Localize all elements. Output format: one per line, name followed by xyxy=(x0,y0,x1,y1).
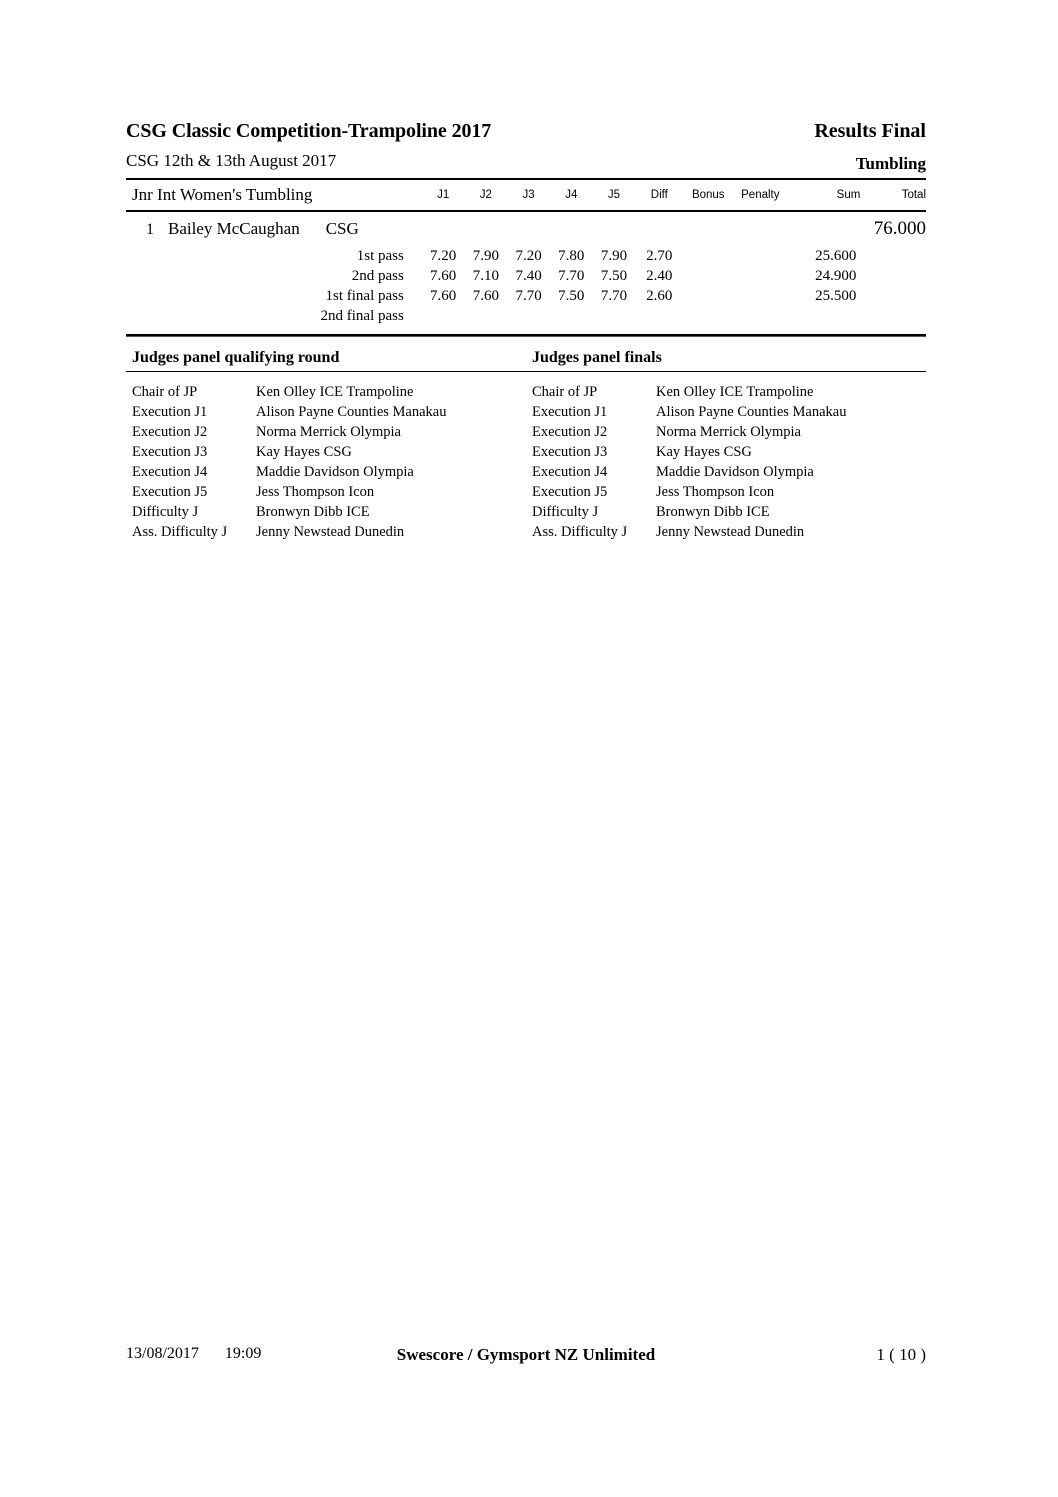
athlete-empty-cell xyxy=(635,212,683,245)
pass-row xyxy=(126,265,926,285)
pass-score-penalty xyxy=(733,285,787,305)
column-header-sum: Sum xyxy=(836,189,861,201)
judge-role: Difficulty J xyxy=(132,503,199,520)
pass-score-j4: 7.50 xyxy=(558,288,585,304)
pass-score-bonus xyxy=(683,245,733,265)
pass-score-diff: 2.70 xyxy=(646,248,673,264)
judge-role: Execution J3 xyxy=(132,443,208,460)
judge-row xyxy=(526,382,926,402)
footer-date: 13/08/2017 xyxy=(126,1345,199,1362)
pass-label: 2nd final pass xyxy=(320,308,404,324)
judge-name: Jenny Newstead Dunedin xyxy=(256,523,405,540)
judge-name: Kay Hayes CSG xyxy=(656,443,752,460)
pass-row xyxy=(126,245,926,265)
pass-score-penalty xyxy=(733,245,787,265)
judge-name: Ken Olley ICE Trampoline xyxy=(656,383,814,400)
pass-score-j5: 7.90 xyxy=(600,248,628,264)
pass-score-j3: 7.20 xyxy=(515,248,542,264)
pass-score-bonus xyxy=(683,285,733,305)
athlete-empty-cell xyxy=(507,212,550,245)
column-header-penalty: Penalty xyxy=(741,189,780,201)
pass-score-diff xyxy=(635,305,683,325)
athlete-row xyxy=(126,212,926,245)
pass-score-j2: 7.60 xyxy=(472,288,499,304)
judge-name: Kay Hayes CSG xyxy=(256,443,352,460)
column-header-j2: J2 xyxy=(479,189,492,201)
judge-role: Ass. Difficulty J xyxy=(532,523,628,540)
judges-panel-qualifying xyxy=(126,349,526,371)
pass-score-j1: 7.60 xyxy=(430,288,457,304)
judges-panels xyxy=(126,349,926,542)
athlete-club: CSG xyxy=(325,218,359,238)
footer-software: Swescore / Gymsport NZ Unlimited xyxy=(396,1345,656,1364)
pass-score-j3: 7.40 xyxy=(515,268,542,284)
judge-row xyxy=(526,402,926,422)
judge-role: Chair of JP xyxy=(132,383,198,400)
category-title: Jnr Int Women's Tumbling xyxy=(132,185,313,204)
pass-score-diff: 2.60 xyxy=(646,288,673,304)
athlete-empty-cell xyxy=(787,212,860,245)
pass-label: 1st pass xyxy=(356,248,404,264)
judge-name: Maddie Davidson Olympia xyxy=(656,463,814,480)
judges-panel-qualifying-title: Judges panel qualifying round xyxy=(132,349,340,366)
category-header-row xyxy=(126,180,926,210)
pass-total-cell xyxy=(860,285,926,305)
pass-score-j3: 7.70 xyxy=(515,288,542,304)
column-header-j5: J5 xyxy=(607,189,621,201)
judge-name: Jess Thompson Icon xyxy=(256,483,375,500)
judge-row xyxy=(526,522,926,542)
pass-score-diff: 2.40 xyxy=(646,268,673,284)
judge-row xyxy=(526,482,926,502)
judge-row xyxy=(526,502,926,522)
judge-name: Bronwyn Dibb ICE xyxy=(656,503,770,520)
column-header-total: Total xyxy=(901,189,926,201)
judges-panel-finals-title: Judges panel finals xyxy=(532,349,662,366)
judge-role: Execution J3 xyxy=(532,443,608,460)
column-header-bonus: Bonus xyxy=(691,189,725,201)
pass-score-bonus xyxy=(683,305,733,325)
pass-sum: 24.900 xyxy=(815,268,857,284)
footer-page-number: 1 ( 10 ) xyxy=(876,1345,926,1364)
judge-name: Alison Payne Counties Manakau xyxy=(256,403,447,420)
event-subtitle: CSG 12th & 13th August 2017 xyxy=(126,151,337,170)
judge-name: Bronwyn Dibb ICE xyxy=(256,503,370,520)
judge-role: Execution J2 xyxy=(532,423,608,440)
judge-row xyxy=(126,522,526,542)
athlete-empty-cell xyxy=(593,212,636,245)
pass-score-j4: 7.70 xyxy=(558,268,585,284)
judge-row xyxy=(126,402,526,422)
column-header-j1: J1 xyxy=(437,189,450,201)
judge-role: Execution J1 xyxy=(132,403,208,420)
judge-name: Alison Payne Counties Manakau xyxy=(656,403,847,420)
discipline-label: Tumbling xyxy=(855,154,926,173)
athlete-empty-cell xyxy=(683,212,733,245)
pass-score-penalty xyxy=(733,265,787,285)
pass-score-j4: 7.80 xyxy=(558,248,585,264)
judges-panel-finals xyxy=(526,349,926,371)
column-header-j3: J3 xyxy=(522,189,535,201)
athlete-empty-cell xyxy=(550,212,593,245)
judges-list-qualifying-cell xyxy=(126,382,526,542)
pass-row xyxy=(126,285,926,305)
results-status: Results Final xyxy=(814,120,926,142)
pass-score-j5: 7.50 xyxy=(600,268,628,284)
page-title: CSG Classic Competition-Trampoline 2017 xyxy=(126,120,492,142)
pass-score-penalty xyxy=(733,305,787,325)
pass-score-j1: 7.60 xyxy=(430,268,457,284)
pass-score-bonus xyxy=(683,265,733,285)
judge-role: Chair of JP xyxy=(532,383,598,400)
pass-sum: 25.500 xyxy=(815,288,857,304)
pass-row xyxy=(126,305,926,325)
judge-row xyxy=(126,382,526,402)
judge-row xyxy=(126,502,526,522)
page-footer xyxy=(126,1345,926,1367)
judge-role: Execution J1 xyxy=(532,403,608,420)
athlete-empty-cell xyxy=(422,212,465,245)
judge-name: Jess Thompson Icon xyxy=(656,483,775,500)
judge-row xyxy=(526,462,926,482)
judge-role: Execution J5 xyxy=(132,483,208,500)
document-header xyxy=(126,120,926,178)
panels-spacer xyxy=(126,337,926,349)
pass-label: 2nd pass xyxy=(351,268,404,284)
judge-role: Execution J2 xyxy=(132,423,208,440)
pass-score-j2: 7.90 xyxy=(472,248,499,264)
judge-name: Norma Merrick Olympia xyxy=(656,423,801,440)
pass-total-cell xyxy=(860,245,926,265)
athlete-rank: 1 xyxy=(146,220,154,238)
judge-row xyxy=(126,462,526,482)
athlete-name: Bailey McCaughan xyxy=(168,218,300,238)
judge-role: Difficulty J xyxy=(532,503,599,520)
judge-name: Maddie Davidson Olympia xyxy=(256,463,414,480)
pass-score-j5: 7.70 xyxy=(600,288,628,304)
pass-sum xyxy=(787,305,860,325)
judge-name: Norma Merrick Olympia xyxy=(256,423,401,440)
footer-time: 19:09 xyxy=(224,1345,262,1362)
entry-spacer-row xyxy=(126,325,926,334)
pass-total-cell xyxy=(860,305,926,325)
judges-panels-divider-cell xyxy=(126,371,926,382)
athlete-total: 76.000 xyxy=(873,217,926,239)
judges-list-finals xyxy=(526,382,926,542)
judges-list-qualifying xyxy=(126,382,526,542)
results-table xyxy=(126,180,926,334)
judge-row xyxy=(526,422,926,442)
pass-score-j4 xyxy=(550,305,593,325)
judges-list-finals-cell xyxy=(526,382,926,542)
athlete-empty-cell xyxy=(733,212,787,245)
athlete-identity xyxy=(126,212,422,245)
pass-score-j1: 7.20 xyxy=(430,248,457,264)
judge-row xyxy=(526,442,926,462)
pass-score-j1 xyxy=(422,305,465,325)
column-header-j4: J4 xyxy=(565,189,578,201)
pass-sum: 25.600 xyxy=(815,248,857,264)
athlete-empty-cell xyxy=(465,212,508,245)
judge-row xyxy=(126,482,526,502)
pass-total-cell xyxy=(860,265,926,285)
pass-score-j3 xyxy=(507,305,550,325)
judge-name: Ken Olley ICE Trampoline xyxy=(256,383,414,400)
report-sheet xyxy=(126,120,926,542)
judge-role: Ass. Difficulty J xyxy=(132,523,228,540)
entry-spacer-cell xyxy=(126,325,926,334)
pass-score-j2 xyxy=(465,305,508,325)
judge-row xyxy=(126,422,526,442)
pass-score-j2: 7.10 xyxy=(472,268,499,284)
pass-score-j5 xyxy=(593,305,636,325)
judge-name: Jenny Newstead Dunedin xyxy=(656,523,805,540)
pass-label: 1st final pass xyxy=(325,288,404,304)
judge-role: Execution J4 xyxy=(132,463,208,480)
judge-role: Execution J5 xyxy=(532,483,608,500)
judge-row xyxy=(126,442,526,462)
column-header-diff: Diff xyxy=(650,189,668,201)
judge-role: Execution J4 xyxy=(532,463,608,480)
